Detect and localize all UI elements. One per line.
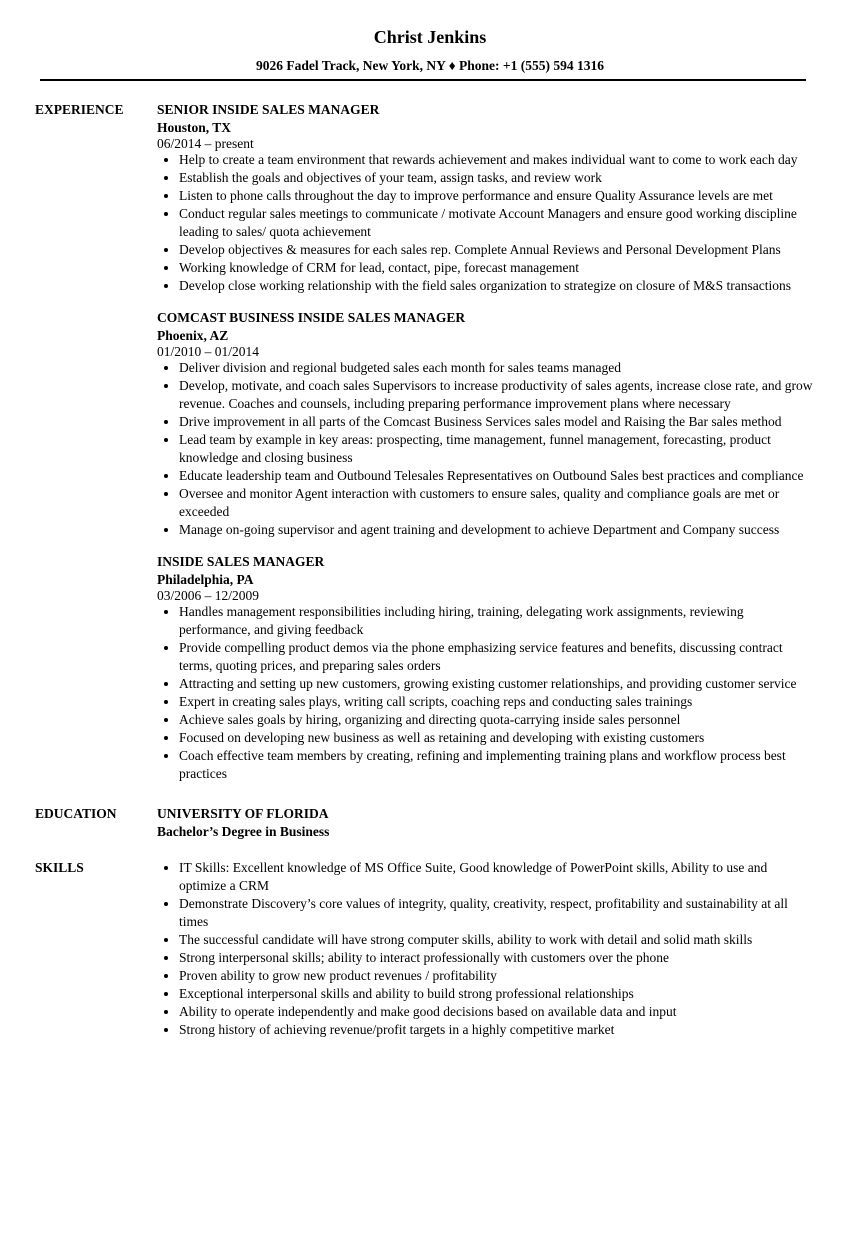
contact-line: 9026 Fadel Track, New York, NY ♦ Phone: +1 (555) 594 1316 (256, 58, 604, 73)
experience-list (157, 101, 817, 797)
skill-item: • Ability to operate independently and make good decisions based on available data and input (179, 1003, 817, 1021)
degree: Bachelor’s Degree in Business (157, 824, 330, 839)
education-section (0, 805, 860, 841)
candidate-name: Christ Jenkins (373, 27, 487, 47)
job-bullet: • Lead team by example in key areas: prospecting, time management, funnel management, forecasting, product knowledge and closing business (179, 431, 817, 467)
job-bullet: • Develop objectives & measures for each sales rep. Complete Annual Reviews and Personal Development Plans (179, 241, 817, 259)
job-bullet: • Handles management responsibilities including hiring, training, delegating work assignments, reviewing performance, and giving feedback (179, 603, 817, 639)
job-bullet: • Help to create a team environment that rewards achievement and makes individual want to come to work each day (179, 151, 817, 169)
skill-item: • Exceptional interpersonal skills and ability to build strong professional relationships (179, 985, 817, 1003)
job-bullets (157, 603, 817, 783)
education-label: EDUCATION (35, 806, 117, 821)
job-location: Phoenix, AZ (157, 328, 229, 343)
skill-item: • The successful candidate will have strong computer skills, ability to work with detail and solid math skills (179, 931, 817, 949)
job-entry (157, 553, 817, 783)
skill-item: • IT Skills: Excellent knowledge of MS Office Suite, Good knowledge of PowerPoint skills, Ability to use and optimize a CRM (179, 859, 817, 895)
job-entry (157, 309, 817, 539)
experience-section (0, 101, 860, 797)
job-title: INSIDE SALES MANAGER (157, 554, 325, 569)
job-bullet: • Drive improvement in all parts of the Comcast Business Services sales model and Raising the Bar sales method (179, 413, 817, 431)
education-body (157, 805, 817, 841)
job-bullet: • Develop close working relationship with the field sales organization to strategize on closure of M&S transactions (179, 277, 817, 295)
skill-item: • Strong history of achieving revenue/profit targets in a highly competitive market (179, 1021, 817, 1039)
job-dates: 01/2010 – 01/2014 (157, 344, 260, 359)
job-dates: 03/2006 – 12/2009 (157, 588, 260, 603)
job-bullet: • Attracting and setting up new customers, growing existing customer relationships, and providing customer service (179, 675, 817, 693)
job-bullet: • Educate leadership team and Outbound Telesales Representatives on Outbound Sales best practices and compliance (179, 467, 817, 485)
job-bullet: • Manage on-going supervisor and agent training and development to achieve Department and Company success (179, 521, 817, 539)
skills-section (0, 859, 860, 1039)
job-bullet: • Provide compelling product demos via the phone emphasizing service features and benefits, discussing contract terms, quoting prices, and preparing sales orders (179, 639, 817, 675)
job-bullet: • Coach effective team members by creating, refining and implementing training plans and workflow process best practices (179, 747, 817, 783)
skill-item: • Demonstrate Discovery’s core values of integrity, quality, creativity, respect, profitability and sustainability at all times (179, 895, 817, 931)
job-bullet: • Develop, motivate, and coach sales Supervisors to increase productivity of sales agents, increase close rate, and grow revenue. Coaches and counsels, including preparing performance improvement plans where necessary (179, 377, 817, 413)
experience-label: EXPERIENCE (35, 102, 124, 117)
job-bullet: • Focused on developing new business as well as retaining and developing with existing customers (179, 729, 817, 747)
skills-body (157, 859, 817, 1039)
job-title: SENIOR INSIDE SALES MANAGER (157, 102, 380, 117)
job-dates: 06/2014 – present (157, 136, 254, 151)
job-title: COMCAST BUSINESS INSIDE SALES MANAGER (157, 310, 466, 325)
skills-list (157, 859, 817, 1039)
job-location: Houston, TX (157, 120, 232, 135)
skills-label: SKILLS (35, 860, 84, 875)
job-bullet: • Oversee and monitor Agent interaction with customers to ensure sales, quality and compliance goals are met or exceeded (179, 485, 817, 521)
job-bullet: • Deliver division and regional budgeted sales each month for sales teams managed (179, 359, 817, 377)
header-divider (40, 79, 806, 81)
resume-header (0, 0, 860, 74)
job-bullets (157, 151, 817, 295)
job-bullet: • Achieve sales goals by hiring, organizing and directing quota-carrying inside sales personnel (179, 711, 817, 729)
job-bullet: • Establish the goals and objectives of your team, assign tasks, and review work (179, 169, 817, 187)
job-entry (157, 101, 817, 295)
skill-item: • Proven ability to grow new product revenues / profitability (179, 967, 817, 985)
job-bullet: • Working knowledge of CRM for lead, contact, pipe, forecast management (179, 259, 817, 277)
skill-item: • Strong interpersonal skills; ability to interact professionally with customers over the phone (179, 949, 817, 967)
job-bullet: • Expert in creating sales plays, writing call scripts, coaching reps and conducting sales trainings (179, 693, 817, 711)
job-bullet: • Conduct regular sales meetings to communicate / motivate Account Managers and ensure good working discipline leading to sales/ quota achievement (179, 205, 817, 241)
job-location: Philadelphia, PA (157, 572, 254, 587)
job-bullets (157, 359, 817, 539)
job-bullet: • Listen to phone calls throughout the day to improve performance and ensure Quality Assurance levels are met (179, 187, 817, 205)
school-name: UNIVERSITY OF FLORIDA (157, 806, 329, 821)
